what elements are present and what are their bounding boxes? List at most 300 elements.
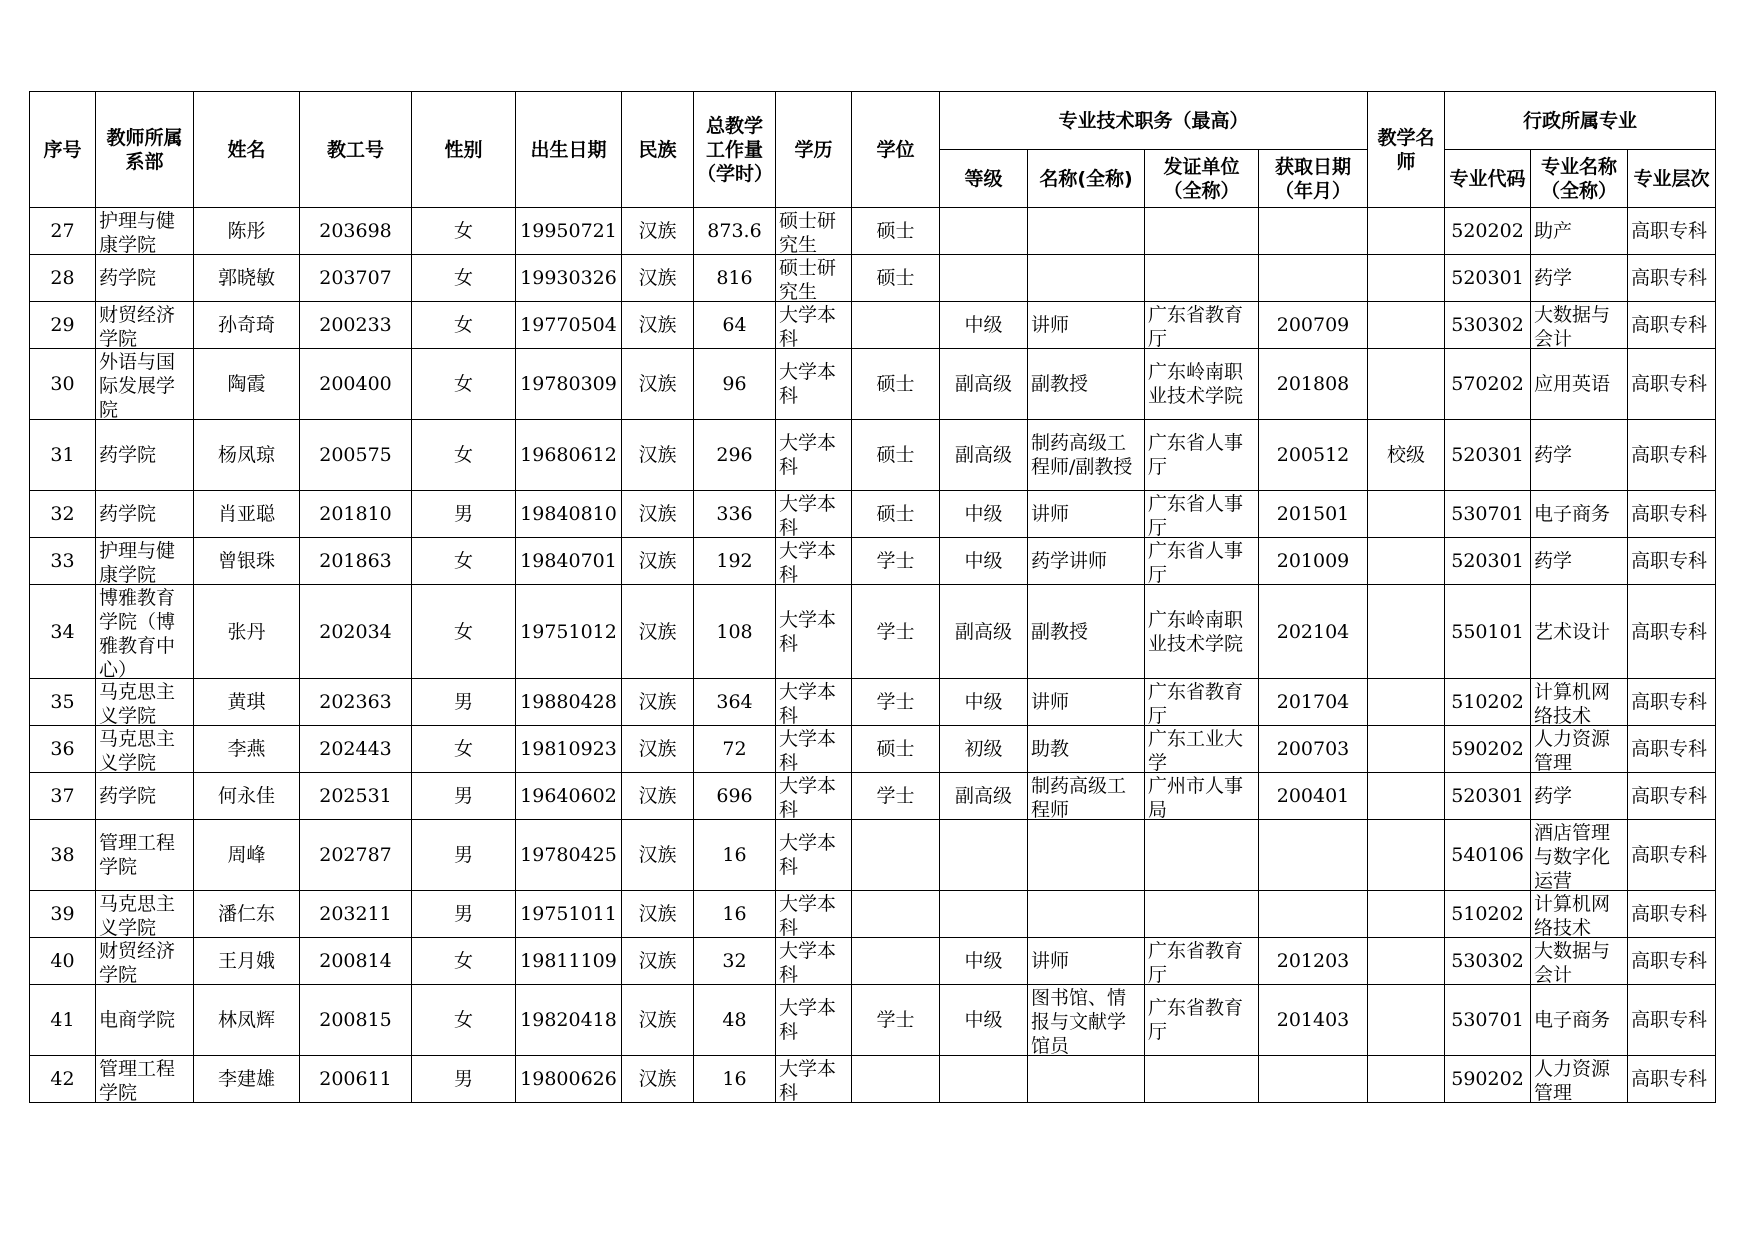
cell-major-code <box>1445 420 1531 491</box>
cell-major-code <box>1445 585 1531 679</box>
cell-famous <box>1368 538 1445 585</box>
table-row <box>30 679 1716 726</box>
cell-seq <box>30 349 96 420</box>
cell-workload-text: 364 <box>716 691 753 713</box>
cell-education <box>776 726 852 773</box>
cell-obtained-text: 200703 <box>1276 738 1350 760</box>
cell-level <box>940 679 1028 726</box>
cell-education-text: 大学本科 <box>779 774 837 819</box>
cell-level <box>940 773 1028 820</box>
cell-birth <box>516 985 622 1056</box>
cell-staff-no <box>300 255 412 302</box>
cell-obtained <box>1259 585 1368 679</box>
cell-dept-text: 电商学院 <box>99 1009 176 1031</box>
cell-major-level-text: 高职专科 <box>1631 785 1708 807</box>
cell-ethnicity-text: 汉族 <box>638 503 677 525</box>
cell-gender <box>412 938 516 985</box>
cell-education-text: 大学本科 <box>779 939 837 984</box>
cell-major-code <box>1445 255 1531 302</box>
cell-ethnicity <box>622 820 694 891</box>
cell-staff-no <box>300 938 412 985</box>
cell-workload-text: 72 <box>722 738 747 760</box>
cell-major-code-text: 550101 <box>1451 620 1524 643</box>
cell-degree-text: 硕士 <box>876 503 915 525</box>
cell-name <box>194 208 300 255</box>
cell-gender-text: 女 <box>453 314 473 336</box>
cell-title-name <box>1028 538 1145 585</box>
cell-title-name <box>1028 891 1145 938</box>
cell-major-level-text: 高职专科 <box>1631 267 1708 289</box>
cell-gender <box>412 349 516 420</box>
cell-level <box>940 938 1028 985</box>
cell-gender <box>412 773 516 820</box>
cell-major-name-text: 助产 <box>1534 220 1573 242</box>
cell-dept <box>96 820 194 891</box>
cell-dept <box>96 491 194 538</box>
cell-birth-text: 19840810 <box>520 503 617 525</box>
cell-obtained-text: 200512 <box>1276 444 1350 466</box>
cell-staff-no-text: 200233 <box>319 314 392 336</box>
cell-workload <box>694 302 776 349</box>
cell-workload-text: 108 <box>716 620 753 643</box>
cell-education <box>776 679 852 726</box>
cell-dept-text: 药学院 <box>99 444 157 466</box>
cell-gender-text: 女 <box>453 267 473 289</box>
header-major-group: 行政所属专业 <box>1445 92 1716 150</box>
cell-degree <box>852 302 940 349</box>
cell-degree <box>852 938 940 985</box>
cell-obtained-text: 201704 <box>1276 691 1350 713</box>
cell-seq-text: 32 <box>50 503 75 525</box>
cell-workload <box>694 985 776 1056</box>
cell-level-text: 中级 <box>964 550 1003 572</box>
cell-level-text: 中级 <box>964 503 1003 525</box>
cell-issuer-text: 广东省教育厅 <box>1148 680 1244 725</box>
cell-birth <box>516 538 622 585</box>
cell-birth-text: 19810923 <box>520 738 617 760</box>
cell-name-text: 李建雄 <box>217 1068 275 1090</box>
cell-major-level <box>1628 820 1716 891</box>
cell-ethnicity-text: 汉族 <box>638 267 677 289</box>
cell-major-level-text: 高职专科 <box>1631 220 1708 242</box>
cell-gender <box>412 302 516 349</box>
cell-famous <box>1368 420 1445 491</box>
cell-level <box>940 985 1028 1056</box>
cell-ethnicity-text: 汉族 <box>638 220 677 242</box>
header-title-name: 名称(全称) <box>1028 150 1145 208</box>
cell-ethnicity <box>622 255 694 302</box>
cell-birth-text: 19880428 <box>520 691 617 713</box>
cell-seq-text: 38 <box>50 844 75 866</box>
cell-gender <box>412 255 516 302</box>
cell-title-name-text: 制药高级工程师/副教授 <box>1031 432 1133 478</box>
cell-degree <box>852 208 940 255</box>
cell-major-code-text: 520202 <box>1451 220 1524 242</box>
table-row <box>30 726 1716 773</box>
cell-staff-no-text: 202034 <box>319 620 392 643</box>
cell-education-text: 大学本科 <box>779 1057 837 1102</box>
cell-major-name-text: 计算机网络技术 <box>1534 892 1611 937</box>
cell-staff-no <box>300 891 412 938</box>
cell-education <box>776 938 852 985</box>
cell-education <box>776 891 852 938</box>
cell-birth <box>516 585 622 679</box>
cell-dept-text: 财贸经济学院 <box>99 939 176 984</box>
cell-degree <box>852 585 940 679</box>
cell-ethnicity <box>622 585 694 679</box>
cell-degree <box>852 679 940 726</box>
cell-staff-no <box>300 679 412 726</box>
header-gender: 性别 <box>412 92 516 208</box>
cell-name-text: 肖亚聪 <box>217 503 275 525</box>
cell-issuer-text: 广东省人事厅 <box>1148 432 1244 478</box>
cell-seq <box>30 891 96 938</box>
cell-gender-text: 男 <box>453 503 473 525</box>
cell-workload <box>694 349 776 420</box>
cell-major-name <box>1531 985 1628 1056</box>
cell-degree-text: 学士 <box>876 1009 915 1031</box>
table-row <box>30 208 1716 255</box>
cell-major-code-text: 520301 <box>1451 785 1524 807</box>
cell-major-code-text: 510202 <box>1451 691 1524 713</box>
cell-major-name <box>1531 538 1628 585</box>
cell-degree <box>852 538 940 585</box>
cell-major-name <box>1531 679 1628 726</box>
cell-major-code <box>1445 773 1531 820</box>
cell-degree-text: 学士 <box>876 691 915 713</box>
cell-level <box>940 349 1028 420</box>
cell-major-name <box>1531 938 1628 985</box>
cell-name <box>194 938 300 985</box>
cell-staff-no-text: 202443 <box>319 738 392 760</box>
cell-seq-text: 39 <box>50 903 75 925</box>
cell-level <box>940 491 1028 538</box>
cell-birth <box>516 208 622 255</box>
cell-seq <box>30 302 96 349</box>
cell-staff-no-text: 203707 <box>319 267 392 289</box>
cell-ethnicity-text: 汉族 <box>638 1068 677 1090</box>
cell-birth <box>516 1056 622 1103</box>
cell-education <box>776 538 852 585</box>
cell-level <box>940 820 1028 891</box>
cell-famous <box>1368 1056 1445 1103</box>
cell-issuer <box>1145 938 1259 985</box>
cell-major-name <box>1531 726 1628 773</box>
cell-major-name-text: 艺术设计 <box>1534 620 1611 643</box>
cell-major-level <box>1628 255 1716 302</box>
cell-dept <box>96 420 194 491</box>
cell-workload <box>694 538 776 585</box>
cell-title-name <box>1028 820 1145 891</box>
cell-title-name <box>1028 208 1145 255</box>
cell-title-name <box>1028 938 1145 985</box>
cell-seq <box>30 938 96 985</box>
cell-degree <box>852 891 940 938</box>
cell-staff-no <box>300 538 412 585</box>
cell-major-name <box>1531 891 1628 938</box>
cell-name <box>194 420 300 491</box>
cell-birth-text: 19930326 <box>520 267 617 289</box>
cell-title-name <box>1028 491 1145 538</box>
header-famous-teacher: 教学名师 <box>1368 92 1445 208</box>
header-seq: 序号 <box>30 92 96 208</box>
cell-birth <box>516 420 622 491</box>
cell-issuer <box>1145 349 1259 420</box>
cell-obtained-text: 202104 <box>1276 620 1350 643</box>
cell-major-level <box>1628 208 1716 255</box>
cell-workload-text: 16 <box>722 903 747 925</box>
cell-issuer-text: 广东省教育厅 <box>1148 303 1244 348</box>
cell-seq <box>30 585 96 679</box>
cell-dept <box>96 1056 194 1103</box>
cell-title-name <box>1028 255 1145 302</box>
cell-education-text: 硕士研究生 <box>779 209 837 254</box>
cell-birth <box>516 349 622 420</box>
cell-issuer-text: 广东省人事厅 <box>1148 539 1244 584</box>
cell-seq <box>30 726 96 773</box>
cell-level <box>940 726 1028 773</box>
cell-education <box>776 349 852 420</box>
cell-name-text: 李燕 <box>227 738 266 760</box>
cell-major-code <box>1445 985 1531 1056</box>
cell-major-name <box>1531 208 1628 255</box>
cell-major-name-text: 大数据与会计 <box>1534 303 1611 348</box>
cell-major-code <box>1445 302 1531 349</box>
cell-major-code <box>1445 491 1531 538</box>
cell-ethnicity <box>622 538 694 585</box>
cell-major-code <box>1445 726 1531 773</box>
cell-major-name <box>1531 820 1628 891</box>
cell-staff-no <box>300 420 412 491</box>
cell-ethnicity <box>622 302 694 349</box>
cell-staff-no-text: 203698 <box>319 220 392 242</box>
cell-level-text: 副高级 <box>954 444 1012 466</box>
cell-workload-text: 64 <box>722 314 747 336</box>
cell-title-name-text: 讲师 <box>1031 503 1070 525</box>
cell-seq-text: 28 <box>50 267 75 289</box>
cell-gender-text: 女 <box>453 444 473 466</box>
cell-seq-text: 37 <box>50 785 75 807</box>
cell-title-name-text: 讲师 <box>1031 691 1070 713</box>
cell-dept <box>96 349 194 420</box>
cell-obtained <box>1259 1056 1368 1103</box>
cell-name-text: 林凤辉 <box>217 1009 275 1031</box>
cell-ethnicity-text: 汉族 <box>638 444 677 466</box>
cell-major-code <box>1445 349 1531 420</box>
cell-seq <box>30 538 96 585</box>
cell-major-name-text: 人力资源管理 <box>1534 1057 1611 1102</box>
cell-obtained-text: 200401 <box>1276 785 1350 807</box>
cell-ethnicity <box>622 891 694 938</box>
cell-major-name <box>1531 491 1628 538</box>
cell-workload <box>694 585 776 679</box>
cell-level <box>940 1056 1028 1103</box>
cell-title-name <box>1028 773 1145 820</box>
cell-birth <box>516 773 622 820</box>
cell-birth <box>516 820 622 891</box>
cell-issuer <box>1145 820 1259 891</box>
cell-seq-text: 36 <box>50 738 75 760</box>
cell-issuer <box>1145 773 1259 820</box>
cell-education <box>776 585 852 679</box>
cell-degree-text: 硕士 <box>876 738 915 760</box>
cell-issuer <box>1145 726 1259 773</box>
cell-degree-text: 学士 <box>876 785 915 807</box>
cell-birth <box>516 891 622 938</box>
cell-major-level <box>1628 1056 1716 1103</box>
cell-birth <box>516 726 622 773</box>
cell-famous <box>1368 938 1445 985</box>
cell-major-level-text: 高职专科 <box>1631 503 1708 525</box>
cell-staff-no <box>300 302 412 349</box>
cell-major-code <box>1445 679 1531 726</box>
cell-gender-text: 女 <box>453 620 473 643</box>
cell-staff-no <box>300 585 412 679</box>
cell-dept-text: 马克思主义学院 <box>99 680 176 725</box>
header-name: 姓名 <box>194 92 300 208</box>
cell-famous <box>1368 891 1445 938</box>
cell-birth-text: 19770504 <box>520 314 617 336</box>
cell-ethnicity <box>622 985 694 1056</box>
cell-seq-text: 31 <box>50 444 75 466</box>
cell-major-name-text: 大数据与会计 <box>1534 939 1611 984</box>
cell-dept <box>96 891 194 938</box>
cell-level-text: 中级 <box>964 691 1003 713</box>
cell-obtained <box>1259 420 1368 491</box>
cell-obtained-text: 201501 <box>1276 503 1350 525</box>
cell-workload-text: 16 <box>722 1068 747 1090</box>
cell-issuer-text: 广东工业大学 <box>1148 727 1244 772</box>
cell-gender <box>412 420 516 491</box>
cell-major-name-text: 药学 <box>1534 550 1573 572</box>
cell-dept <box>96 255 194 302</box>
cell-birth-text: 19840701 <box>520 550 617 572</box>
cell-major-level-text: 高职专科 <box>1631 444 1708 466</box>
header-major-level: 专业层次 <box>1628 150 1716 208</box>
cell-gender-text: 男 <box>453 844 473 866</box>
header-ethnicity: 民族 <box>622 92 694 208</box>
cell-major-level-text: 高职专科 <box>1631 844 1708 866</box>
cell-birth-text: 19680612 <box>520 444 617 466</box>
cell-title-name <box>1028 585 1145 679</box>
cell-ethnicity <box>622 679 694 726</box>
cell-major-code <box>1445 538 1531 585</box>
cell-title-name-text: 助教 <box>1031 738 1070 760</box>
table-row <box>30 302 1716 349</box>
cell-gender <box>412 585 516 679</box>
cell-issuer <box>1145 891 1259 938</box>
cell-level-text: 中级 <box>964 314 1003 336</box>
cell-level <box>940 420 1028 491</box>
cell-major-level <box>1628 538 1716 585</box>
cell-ethnicity <box>622 349 694 420</box>
cell-gender-text: 男 <box>453 691 473 713</box>
cell-staff-no-text: 200814 <box>319 950 392 972</box>
cell-seq-text: 41 <box>50 1009 75 1031</box>
cell-ethnicity <box>622 938 694 985</box>
cell-dept-text: 博雅教育学院（博雅教育中心） <box>99 586 176 678</box>
cell-seq <box>30 820 96 891</box>
cell-major-code <box>1445 891 1531 938</box>
cell-level <box>940 538 1028 585</box>
cell-gender-text: 女 <box>453 1009 473 1031</box>
cell-name-text: 何永佳 <box>217 785 275 807</box>
cell-birth-text: 19640602 <box>520 785 617 807</box>
cell-workload-text: 336 <box>716 503 753 525</box>
cell-obtained <box>1259 491 1368 538</box>
cell-education-text: 大学本科 <box>779 680 837 725</box>
cell-birth-text: 19780309 <box>520 373 617 395</box>
cell-major-code-text: 570202 <box>1451 373 1524 395</box>
cell-major-level-text: 高职专科 <box>1631 950 1708 972</box>
cell-education-text: 大学本科 <box>779 892 837 937</box>
cell-issuer <box>1145 420 1259 491</box>
cell-dept <box>96 679 194 726</box>
cell-issuer <box>1145 491 1259 538</box>
table-row <box>30 538 1716 585</box>
cell-gender <box>412 820 516 891</box>
cell-staff-no <box>300 1056 412 1103</box>
cell-workload-text: 48 <box>722 1009 747 1031</box>
cell-major-level-text: 高职专科 <box>1631 738 1708 760</box>
cell-major-level-text: 高职专科 <box>1631 620 1708 643</box>
table-row <box>30 985 1716 1056</box>
cell-major-code-text: 530302 <box>1451 314 1524 336</box>
table-row <box>30 773 1716 820</box>
cell-education <box>776 985 852 1056</box>
cell-major-code-text: 510202 <box>1451 903 1524 925</box>
cell-staff-no <box>300 491 412 538</box>
cell-seq-text: 29 <box>50 314 75 336</box>
cell-birth <box>516 255 622 302</box>
cell-major-level-text: 高职专科 <box>1631 1009 1708 1031</box>
cell-name-text: 陶霞 <box>227 373 266 395</box>
cell-degree-text: 学士 <box>876 550 915 572</box>
cell-major-name-text: 电子商务 <box>1534 503 1611 525</box>
cell-gender <box>412 1056 516 1103</box>
cell-education <box>776 420 852 491</box>
cell-dept-text: 护理与健康学院 <box>99 209 176 254</box>
cell-famous <box>1368 302 1445 349</box>
cell-birth-text: 19751011 <box>520 903 617 925</box>
cell-ethnicity-text: 汉族 <box>638 373 677 395</box>
cell-staff-no-text: 201810 <box>319 503 392 525</box>
cell-gender <box>412 985 516 1056</box>
cell-dept-text: 管理工程学院 <box>99 1057 176 1102</box>
cell-major-code <box>1445 938 1531 985</box>
header-education: 学历 <box>776 92 852 208</box>
cell-major-code <box>1445 820 1531 891</box>
table-row <box>30 820 1716 891</box>
cell-education-text: 大学本科 <box>779 492 837 537</box>
cell-title-name-text: 副教授 <box>1031 373 1089 395</box>
cell-level <box>940 302 1028 349</box>
table-row <box>30 491 1716 538</box>
header-obtained: 获取日期（年月） <box>1259 150 1368 208</box>
cell-gender-text: 女 <box>453 220 473 242</box>
cell-education-text: 大学本科 <box>779 832 837 878</box>
cell-workload-text: 296 <box>716 444 753 466</box>
cell-famous <box>1368 255 1445 302</box>
cell-seq-text: 42 <box>50 1068 75 1090</box>
header-major-code: 专业代码 <box>1445 150 1531 208</box>
cell-dept <box>96 773 194 820</box>
cell-title-name <box>1028 985 1145 1056</box>
cell-major-name <box>1531 255 1628 302</box>
cell-degree <box>852 349 940 420</box>
cell-gender <box>412 679 516 726</box>
cell-obtained <box>1259 349 1368 420</box>
